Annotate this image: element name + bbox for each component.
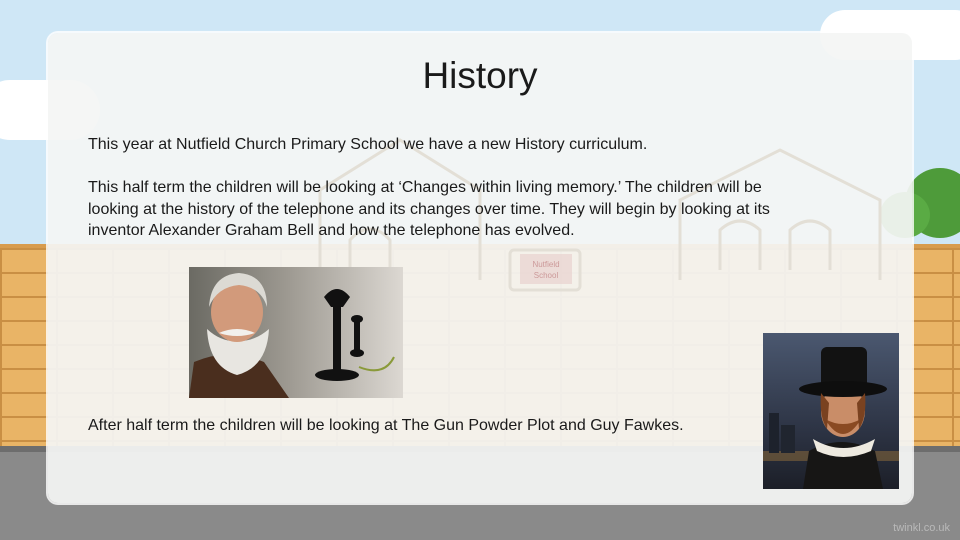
watermark: twinkl.co.uk	[893, 522, 950, 534]
bell-telephone-image	[189, 267, 403, 398]
slide-title: History	[422, 55, 538, 96]
bell-telephone-photo	[189, 267, 403, 398]
guy-fawkes-photo	[763, 333, 899, 489]
gunpowder-paragraph: After half term the children will be looking at The Gun Powder Plot and Guy Fawkes.	[88, 417, 684, 434]
guy-fawkes-image	[763, 333, 899, 489]
school-sign-text-1: Nutfield	[532, 260, 560, 269]
school-sign-text-2: School	[533, 271, 559, 280]
intro-paragraph: This year at Nutfield Church Primary School we have a new History curriculum.	[88, 136, 648, 153]
telephone-paragraph: This half term the children will be looking at ‘Changes within living memory.’ The children will be looking at the history of the telephone and its changes over time. They will begin by looking at its inventor Alexander Graham Bell and how the telephone has evolved.	[88, 179, 770, 239]
